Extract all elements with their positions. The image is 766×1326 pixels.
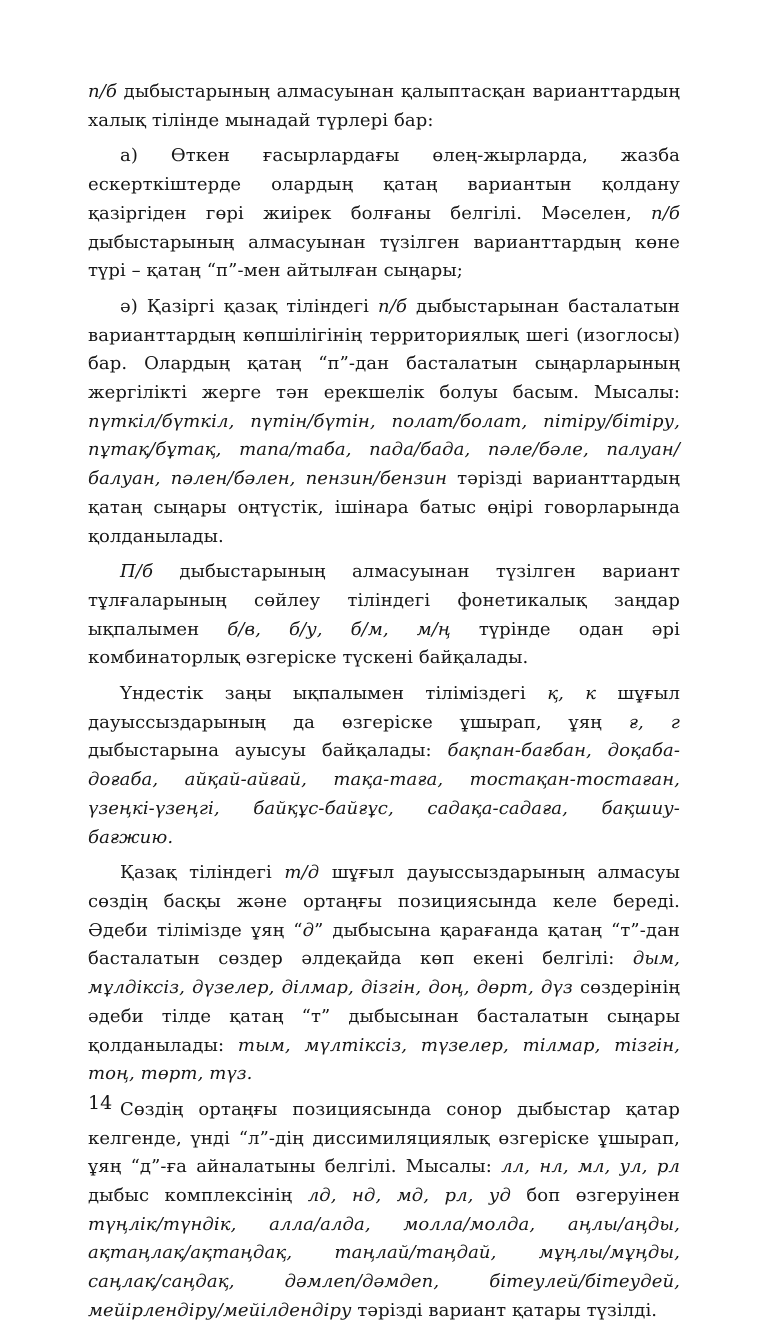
text-run: дыбыстарының алмасуынан түзілген варианттардың көне түрі – қатаң “п”-мен айтылған сыңары; xyxy=(88,231,680,282)
paragraph xyxy=(88,78,680,135)
italic-run: тым, мүлтіксіз, түзелер, тілмар, тізгін, тоң, төрт, түз. xyxy=(88,1034,680,1085)
text-run: шұғыл дауыссыздарының да өзгеріске ұшырап, ұяң xyxy=(88,683,680,733)
italic-run: бақпан-бағбан, доқаба-доғаба, айқай-айғай, тақа-таға, тостақан-тостаған, үзеңкі-үзеңгі, байқұс-байғұс, садақа-садаға, бақшиу-бағжию. xyxy=(88,740,680,848)
text-run: дыбыстарынан басталатын варианттардың көпшілігінің территориялық шегі (изоглосы) бар. Олардың қатаң “п”-дан басталатын сыңарларының жергілікті жерге тән ерекшелік болуы басым. Мысалы: xyxy=(88,295,680,404)
italic-run: б/в, б/у, б/м, м/ң xyxy=(227,618,451,640)
text-run: дыбыстарының алмасуынан қалыптасқан варианттардың халық тілінде мынадай түрлері бар: xyxy=(88,81,680,131)
text-run: ә) Қазіргі қазақ тіліндегі xyxy=(120,295,379,317)
paragraph xyxy=(88,293,680,551)
page-number: 14 xyxy=(88,1092,113,1114)
text-run: Сөздің ортаңғы позициясында сонор дыбыстар қатар келгенде, үнді “л”-дің диссимиляциялық өзгеріске ұшырап, ұяң “д”-ға айналатыны белгілі. Мысалы: xyxy=(88,1098,680,1178)
paragraph xyxy=(88,142,680,286)
italic-run: пүткіл/бүткіл, пүтін/бүтін, полат/болат, пітіру/бітіру, пұтақ/бұтақ, тапа/таба, пада/бада, пәле/бәле, палуан/балуан, пәлен/бәлен, пензин/бензин xyxy=(88,410,680,490)
italic-run: қ, к xyxy=(547,683,597,705)
paragraph xyxy=(88,680,680,852)
paragraph xyxy=(88,558,680,673)
italic-run: д xyxy=(302,919,315,941)
text-run: тәрізді варианттардың қатаң сыңары оңтүстік, ішінара батыс өңірі говорларында қолданылады. xyxy=(88,468,680,547)
paragraph xyxy=(88,1096,680,1326)
italic-run: ғ, г xyxy=(628,711,680,733)
italic-run: п/б xyxy=(378,295,407,317)
text-run: Қазақ тіліндегі xyxy=(120,862,285,884)
text-run: тәрізді вариант қатары түзілді. xyxy=(351,1299,658,1321)
text-run: шұғыл дауыссыздарының алмасуы сөздің басқы және ортаңғы позициясында келе береді. Әдеби тілімізде ұяң “ xyxy=(88,862,680,941)
text-run: дыбыстарының алмасуынан түзілген вариант тұлғаларының сөйлеу тіліндегі фонетикалық заңдар ықпалымен xyxy=(88,561,680,640)
italic-run: лд, нд, мд, рл, уд xyxy=(307,1185,511,1207)
italic-run: П/б xyxy=(120,561,154,583)
text-run: а) Өткен ғасырлардағы өлең-жырларда, жазба ескерткіштерде олардың қатаң вариантын қолдану қазіргіден гөрі жиірек болғаны белгілі. Мәселен, xyxy=(88,145,680,224)
italic-run: дым, мұлдіксіз, дүзелер, ділмар, дізгін, доң, дөрт, дүз xyxy=(88,948,680,999)
italic-run: түңлік/түндік, алла/алда, молла/молда, аңлы/аңды, ақтаңлақ/ақтаңдақ, таңлай/таңдай, мұңлы/мұңды, саңлақ/саңдақ, дәмлеп/дәмдеп, бітеулей/бітеудей, мейірлендіру/мейілдендіру xyxy=(88,1213,680,1321)
text-run: ” дыбысына қарағанда қатаң “т”-дан басталатын сөздер әлдеқайда көп екені белгілі: xyxy=(88,919,680,970)
text-run: боп өзгеруінен xyxy=(510,1185,680,1207)
italic-run: п/б xyxy=(651,202,680,224)
text-run: Үндестік заңы ықпалымен тіліміздегі xyxy=(120,683,548,705)
text-run: сөздерінің әдеби тілде қатаң “т” дыбысынан басталатын сыңары қолданылады: xyxy=(88,977,680,1056)
text-run: түрінде одан әрі комбинаторлық өзгеріске түскені байқалады. xyxy=(88,618,680,669)
italic-run: лл, нл, мл, ул, рл xyxy=(501,1156,680,1178)
italic-run: т/д xyxy=(284,862,320,884)
body-text xyxy=(88,78,680,1326)
text-run: дыбыстарына ауысуы байқалады: xyxy=(88,740,448,762)
italic-run: п/б xyxy=(88,81,117,102)
paragraph xyxy=(88,859,680,1089)
text-run: дыбыс комплексінің xyxy=(88,1185,308,1207)
